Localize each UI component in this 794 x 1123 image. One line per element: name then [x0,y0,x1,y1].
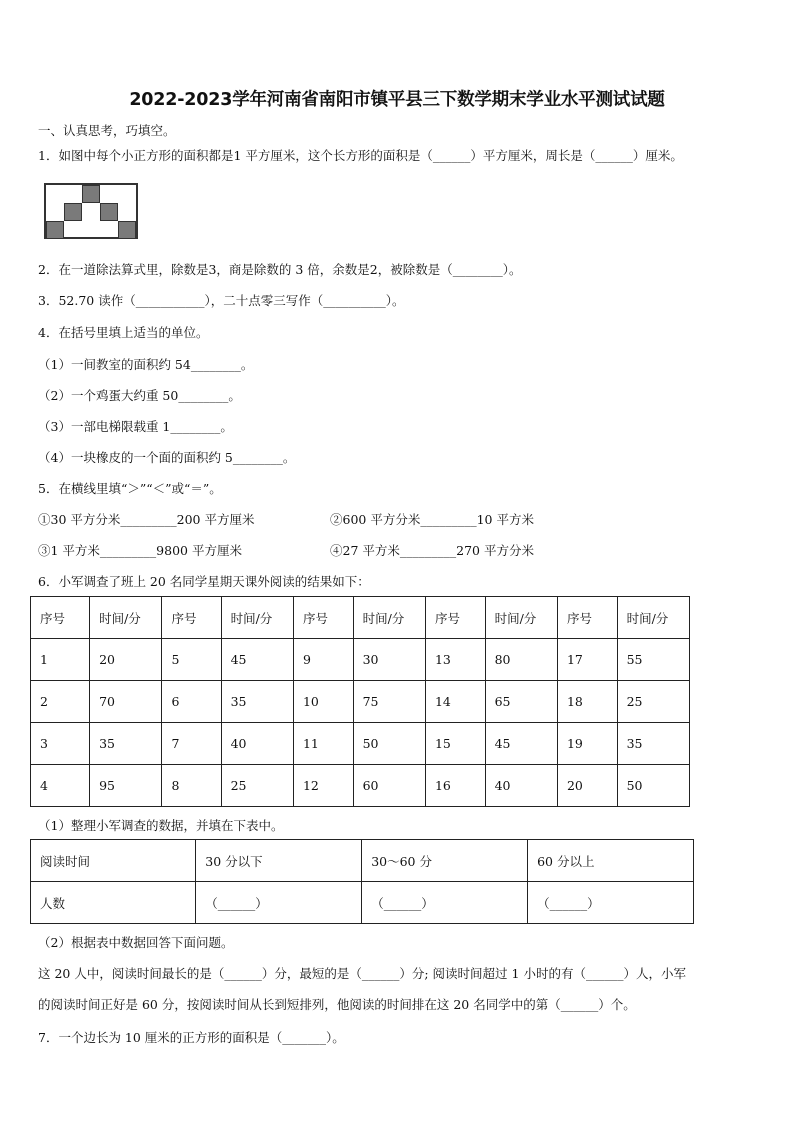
table-cell: 50 [353,723,425,765]
table-cell: 2 [31,681,90,723]
question-5-item: ④27 平方米_________270 平方分米 [330,543,534,558]
table-cell: 20 [90,639,162,681]
table-cell: 19 [557,723,617,765]
table-cell: 45 [221,639,293,681]
table-cell: 55 [617,639,689,681]
table-cell: 6 [162,681,221,723]
table-header-cell: 序号 [31,597,90,639]
table-cell: 35 [617,723,689,765]
question-3: 3．52.70 读作（___________），二十点零三写作（__________）。 [38,293,405,308]
answer-blank[interactable]: （______） [196,882,362,924]
table-row [31,840,694,882]
table-cell: 20 [557,765,617,807]
table-row [31,882,694,924]
question-6-paragraph-line: 的阅读时间正好是 60 分，按阅读时间从长到短排列，他阅读的时间排在这 20 名同学中的第（______）个。 [38,997,636,1012]
table-cell: 40 [485,765,557,807]
table-cell: 80 [485,639,557,681]
table-row [31,639,690,681]
table-cell: 40 [221,723,293,765]
question-5-stem: 5．在横线里填“＞”“＜”或“＝”。 [38,481,222,496]
table-cell: 14 [425,681,485,723]
table-cell: 65 [485,681,557,723]
question-1: 1．如图中每个小正方形的面积都是1 平方厘米，这个长方形的面积是（______）平方厘米，周长是（______）厘米。 [38,148,683,163]
page-title: 2022-2023学年河南省南阳市镇平县三下数学期末学业水平测试试题 [129,90,665,110]
shaded-square [100,203,118,221]
table-cell: 17 [557,639,617,681]
question-6-sub2: （2）根据表中数据回答下面问题。 [38,935,234,950]
table-cell: 8 [162,765,221,807]
table-cell: 13 [425,639,485,681]
table-cell: 1 [31,639,90,681]
table-cell: 16 [425,765,485,807]
table-row [31,681,690,723]
table-header-cell: 30 分以下 [196,840,362,882]
question-7: 7．一个边长为 10 厘米的正方形的面积是（_______）。 [38,1030,345,1045]
table-row [31,765,690,807]
table-cell: 18 [557,681,617,723]
table-header-cell: 时间/分 [90,597,162,639]
shaded-squares-figure [44,183,138,239]
question-5-item: ①30 平方分米_________200 平方厘米 [38,512,255,527]
question-5-item: ③1 平方米_________9800 平方厘米 [38,543,242,558]
table-cell: 25 [221,765,293,807]
shaded-square [46,221,64,239]
table-cell: 70 [90,681,162,723]
table-header-cell: 60 分以上 [528,840,694,882]
question-4-item: （4）一块橡皮的一个面的面积约 5________。 [38,450,296,465]
table-cell: 50 [617,765,689,807]
table-header-cell: 时间/分 [353,597,425,639]
table-cell: 15 [425,723,485,765]
table-cell: 35 [221,681,293,723]
table-cell: 95 [90,765,162,807]
table-header-cell: 序号 [425,597,485,639]
question-2: 2．在一道除法算式里，除数是3，商是除数的 3 倍，余数是2，被除数是（________）。 [38,262,522,277]
table-header-cell: 序号 [293,597,353,639]
answer-blank[interactable]: （______） [362,882,528,924]
table-cell: 35 [90,723,162,765]
table-row [31,723,690,765]
answer-blank[interactable]: （______） [528,882,694,924]
table-header-cell: 时间/分 [221,597,293,639]
table-cell: 4 [31,765,90,807]
table-cell: 3 [31,723,90,765]
reading-survey-table [30,596,690,807]
question-4-stem: 4．在括号里填上适当的单位。 [38,325,209,340]
shaded-square [82,185,100,203]
table-cell: 75 [353,681,425,723]
question-5-item: ②600 平方分米_________10 平方米 [330,512,534,527]
table-cell: 人数 [31,882,196,924]
table-header-cell: 阅读时间 [31,840,196,882]
reading-summary-table [30,839,694,924]
table-cell: 30 [353,639,425,681]
table-cell: 25 [617,681,689,723]
question-4-item: （2）一个鸡蛋大约重 50________。 [38,388,241,403]
table-cell: 9 [293,639,353,681]
table-header-cell: 时间/分 [485,597,557,639]
table-cell: 60 [353,765,425,807]
table-cell: 5 [162,639,221,681]
table-cell: 7 [162,723,221,765]
table-header-row [31,597,690,639]
section-heading: 一、认真思考，巧填空。 [38,123,176,138]
table-header-cell: 30～60 分 [362,840,528,882]
question-6-sub1: （1）整理小军调查的数据，并填在下表中。 [38,818,284,833]
table-cell: 11 [293,723,353,765]
table-cell: 45 [485,723,557,765]
shaded-square [64,203,82,221]
table-cell: 10 [293,681,353,723]
question-4-item: （1）一间教室的面积约 54________。 [38,357,254,372]
shaded-square [118,221,136,239]
table-header-cell: 序号 [557,597,617,639]
question-6-stem: 6．小军调查了班上 20 名同学星期天课外阅读的结果如下： [38,574,370,589]
table-header-cell: 序号 [162,597,221,639]
table-cell: 12 [293,765,353,807]
question-6-paragraph-line: 这 20 人中，阅读时间最长的是（______）分，最短的是（______）分; 阅读时间超过 1 小时的有（______）人，小军 [38,966,686,981]
table-header-cell: 时间/分 [617,597,689,639]
question-4-item: （3）一部电梯限载重 1________。 [38,419,233,434]
